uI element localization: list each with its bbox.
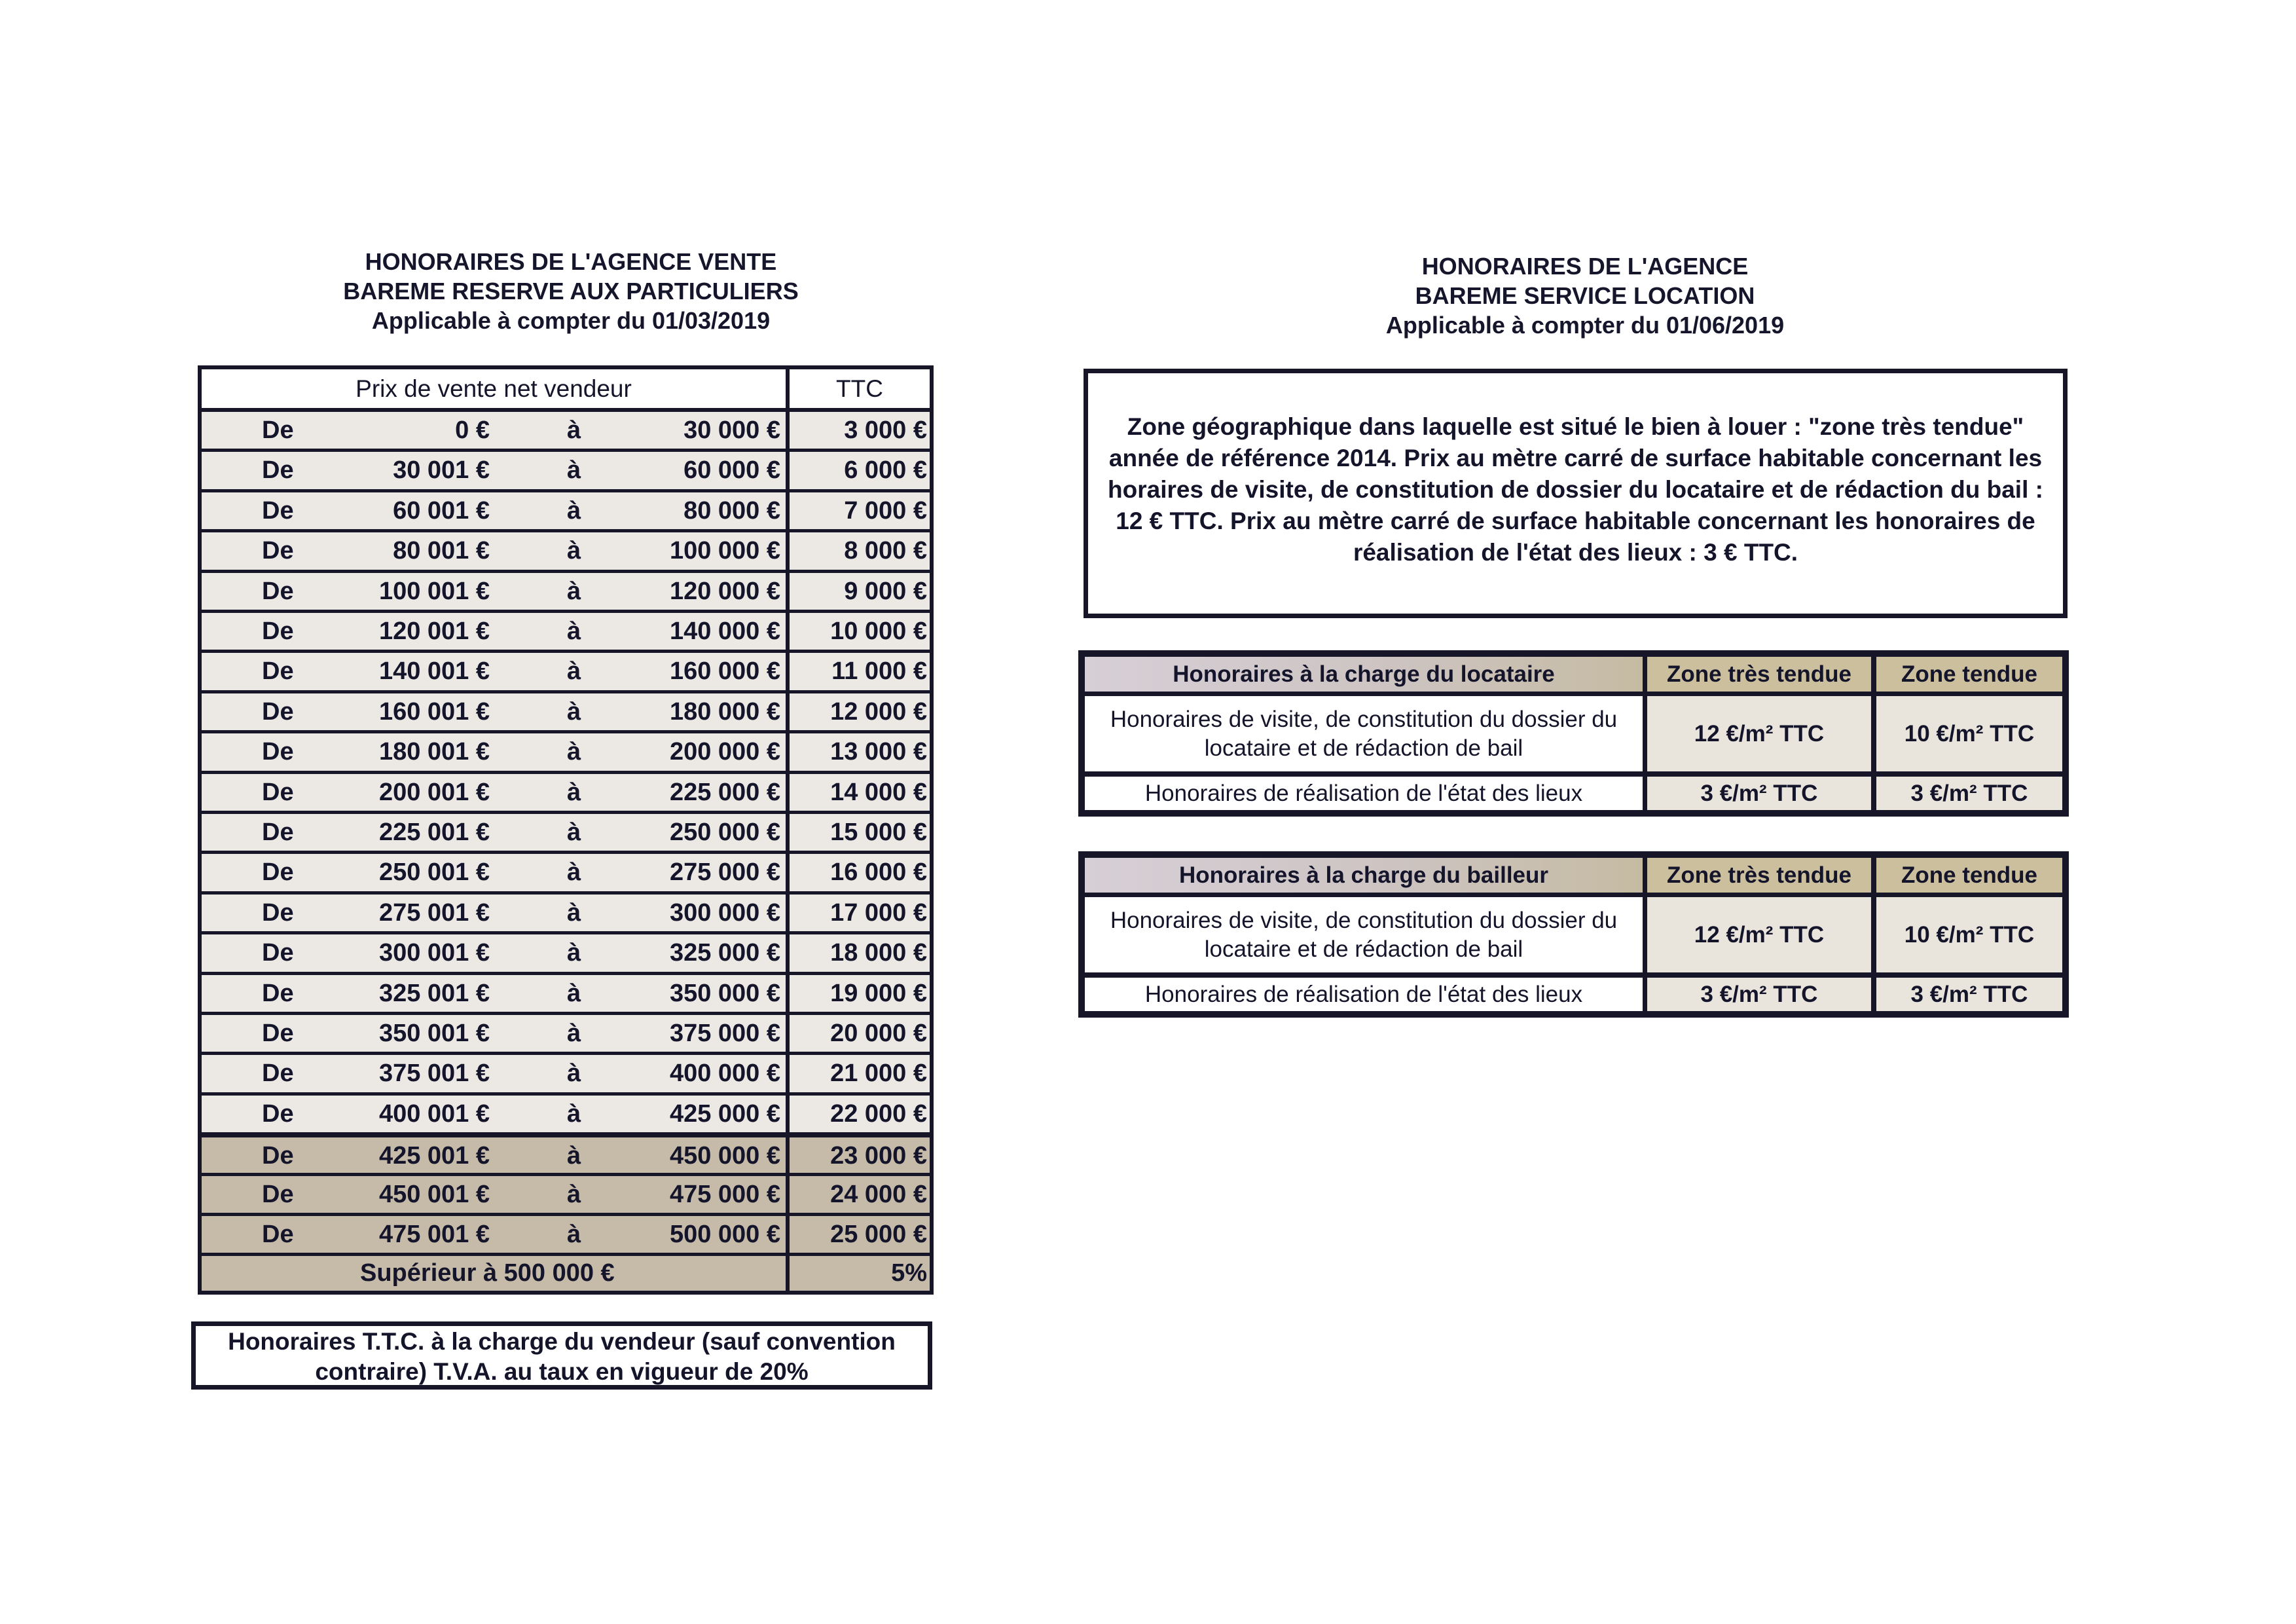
row-ttc-value: 14 000 € (830, 778, 927, 806)
sale-title (244, 247, 898, 335)
zone-line-2: année de référence 2014. Prix au mètre carré de surface habitable concernant les (1108, 445, 2043, 471)
footnote-line-2: contraire) T.V.A. au taux en vigueur de 20% (315, 1358, 809, 1385)
fee-value-very-tight: 3 €/m² TTC (1700, 981, 1818, 1007)
row-from-label: De (262, 1221, 294, 1248)
fee-label-line: locataire et de rédaction de bail (1204, 735, 1523, 761)
above-threshold-label: Supérieur à 500 000 € (360, 1259, 615, 1287)
row-to-label: à (567, 1180, 581, 1208)
above-threshold-ttc: 5% (891, 1259, 927, 1287)
row-to-label: à (567, 1099, 581, 1128)
row-from-value: 225 001 € (378, 819, 490, 846)
footnote-line-1: Honoraires T.T.C. à la charge du vendeur (sauf convention (228, 1328, 896, 1355)
row-from-label: De (262, 577, 294, 605)
row-to-value: 400 000 € (669, 1060, 780, 1088)
table-row (202, 492, 930, 532)
row-from-value: 180 001 € (378, 738, 490, 766)
table-row (202, 412, 930, 452)
row-from-value: 120 001 € (378, 618, 490, 645)
row-ttc-value: 10 000 € (830, 618, 927, 645)
fee-value-cell (1647, 978, 1871, 1011)
row-ttc-value: 3 000 € (844, 416, 927, 444)
row-to-value: 160 000 € (669, 657, 780, 686)
fee-label-line: locataire et de rédaction de bail (1204, 936, 1523, 962)
row-to-value: 60 000 € (683, 456, 780, 485)
fee-value-tight: 3 €/m² TTC (1910, 981, 2028, 1007)
zone-tight-header: Zone tendue (1901, 862, 2038, 888)
rental-title-line-1: HONORAIRES DE L'AGENCE (1421, 253, 1749, 280)
fee-label-cell (1085, 777, 1643, 810)
row-from-label: De (262, 537, 294, 565)
row-ttc-value: 25 000 € (830, 1221, 927, 1248)
row-to-value: 325 000 € (669, 939, 780, 967)
sale-footnote (191, 1321, 932, 1390)
row-to-label: à (567, 819, 581, 846)
fee-value-very-tight: 12 €/m² TTC (1694, 720, 1825, 747)
row-from-label: De (262, 778, 294, 806)
row-from-value: 425 001 € (378, 1142, 490, 1170)
row-from-value: 300 001 € (378, 939, 490, 967)
zone-header-cell (1876, 657, 2062, 692)
table-row (202, 814, 930, 854)
table-row (202, 934, 930, 974)
row-to-label: à (567, 697, 581, 726)
fee-value-tight: 10 €/m² TTC (1904, 921, 2035, 948)
table-row (202, 774, 930, 814)
row-to-label: à (567, 416, 581, 444)
row-from-label: De (262, 858, 294, 887)
row-from-value: 475 001 € (378, 1221, 490, 1248)
row-to-value: 475 000 € (669, 1180, 780, 1208)
row-from-value: 200 001 € (378, 778, 490, 806)
row-to-label: à (567, 657, 581, 686)
row-from-label: De (262, 939, 294, 967)
row-to-value: 80 000 € (683, 496, 780, 525)
fee-value-cell (1876, 978, 2062, 1011)
fee-value-cell (1647, 696, 1871, 771)
row-from-value: 0 € (455, 416, 490, 444)
header-price: Prix de vente net vendeur (355, 375, 632, 402)
zone-header-cell (1647, 858, 1871, 893)
fee-label-cell (1085, 897, 1643, 972)
table-header-cell (1085, 858, 1643, 893)
fee-value-very-tight: 3 €/m² TTC (1700, 780, 1818, 806)
sale-title-line-1: HONORAIRES DE L'AGENCE VENTE (365, 248, 777, 275)
row-to-label: à (567, 778, 581, 806)
zone-description-box (1084, 369, 2068, 618)
row-to-value: 120 000 € (669, 577, 780, 605)
row-from-label: De (262, 1099, 294, 1128)
row-from-label: De (262, 1142, 294, 1170)
row-from-value: 400 001 € (378, 1099, 490, 1128)
row-ttc-value: 7 000 € (844, 496, 927, 525)
row-ttc-value: 23 000 € (830, 1142, 927, 1170)
row-ttc-value: 11 000 € (831, 657, 927, 686)
fee-label (1110, 705, 1617, 763)
row-to-value: 350 000 € (669, 979, 780, 1007)
row-from-label: De (262, 1020, 294, 1047)
table-row (202, 975, 930, 1015)
sale-title-line-2: BAREME RESERVE AUX PARTICULIERS (343, 278, 799, 304)
row-to-value: 300 000 € (669, 898, 780, 927)
table-row (202, 733, 930, 773)
row-to-value: 30 000 € (683, 416, 780, 444)
row-from-label: De (262, 898, 294, 927)
row-from-value: 375 001 € (378, 1060, 490, 1088)
table-row (202, 573, 930, 613)
row-to-value: 250 000 € (669, 819, 780, 846)
tenant-fee-table (1078, 650, 2069, 817)
row-to-label: à (567, 858, 581, 887)
table-row (202, 1055, 930, 1095)
row-to-value: 140 000 € (669, 618, 780, 645)
fee-value-tight: 3 €/m² TTC (1910, 780, 2028, 806)
table-header-label: Honoraires à la charge du locataire (1173, 661, 1555, 687)
rental-title-line-3: Applicable à compter du 01/06/2019 (1385, 312, 1785, 339)
header-ttc: TTC (836, 375, 883, 402)
table-header-cell (1085, 657, 1643, 692)
fee-value-very-tight: 12 €/m² TTC (1694, 921, 1825, 948)
row-from-label: De (262, 1180, 294, 1208)
row-ttc-value: 21 000 € (830, 1060, 927, 1088)
row-from-label: De (262, 738, 294, 766)
fee-value-cell (1876, 777, 2062, 810)
row-from-label: De (262, 1060, 294, 1088)
rental-title (1258, 251, 1912, 340)
row-to-label: à (567, 979, 581, 1007)
table-row (202, 613, 930, 653)
table-row (202, 693, 930, 733)
row-to-label: à (567, 939, 581, 967)
row-from-label: De (262, 819, 294, 846)
row-to-label: à (567, 1142, 581, 1170)
row-from-value: 450 001 € (378, 1180, 490, 1208)
row-from-value: 160 001 € (378, 697, 490, 726)
table-row (202, 854, 930, 894)
row-to-value: 100 000 € (669, 537, 780, 565)
zone-line-1: Zone géographique dans laquelle est situé le bien à louer : "zone très tendue" (1127, 413, 2024, 440)
row-from-label: De (262, 979, 294, 1007)
table-row (202, 1015, 930, 1055)
row-to-value: 200 000 € (669, 738, 780, 766)
fee-label-line: Honoraires de visite, de constitution du dossier du (1110, 907, 1618, 933)
fee-value-cell (1876, 696, 2062, 771)
row-from-value: 100 001 € (378, 577, 490, 605)
column-divider (786, 369, 790, 1291)
rental-title-line-2: BAREME SERVICE LOCATION (1415, 282, 1755, 309)
row-ttc-value: 18 000 € (830, 939, 927, 967)
row-ttc-value: 13 000 € (830, 738, 927, 766)
table-row (202, 1135, 930, 1175)
fee-label-cell (1085, 696, 1643, 771)
row-from-value: 325 001 € (378, 979, 490, 1007)
table-row (202, 452, 930, 492)
row-to-value: 180 000 € (669, 697, 780, 726)
row-to-label: à (567, 898, 581, 927)
row-from-value: 350 001 € (378, 1020, 490, 1047)
fee-label (1110, 906, 1617, 964)
row-to-value: 375 000 € (669, 1020, 780, 1047)
row-to-label: à (567, 1221, 581, 1248)
row-ttc-value: 20 000 € (830, 1020, 927, 1047)
fee-label-line: Honoraires de réalisation de l'état des lieux (1144, 780, 1583, 806)
row-to-value: 500 000 € (669, 1221, 780, 1248)
row-ttc-value: 12 000 € (830, 697, 927, 726)
row-ttc-value: 24 000 € (830, 1180, 927, 1208)
row-from-value: 275 001 € (378, 898, 490, 927)
zone-very-tight-header: Zone très tendue (1667, 661, 1851, 687)
zone-line-5: réalisation de l'état des lieux : 3 € TTC. (1353, 539, 1798, 566)
zone-line-4: 12 € TTC. Prix au mètre carré de surface habitable concernant les honoraires de (1116, 507, 2035, 534)
sale-fee-table (198, 365, 934, 1295)
fee-value-cell (1876, 897, 2062, 972)
row-to-value: 275 000 € (669, 858, 780, 887)
row-from-label: De (262, 618, 294, 645)
row-to-label: à (567, 618, 581, 645)
row-ttc-value: 8 000 € (844, 537, 927, 565)
table-row (202, 1096, 930, 1135)
row-from-value: 60 001 € (393, 496, 490, 525)
fee-label-line: Honoraires de réalisation de l'état des lieux (1144, 981, 1583, 1007)
row-from-label: De (262, 456, 294, 485)
row-to-label: à (567, 1020, 581, 1047)
row-to-value: 225 000 € (669, 778, 780, 806)
zone-tight-header: Zone tendue (1901, 661, 2038, 687)
row-ttc-value: 19 000 € (830, 979, 927, 1007)
zone-header-cell (1647, 657, 1871, 692)
row-from-label: De (262, 657, 294, 686)
landlord-fee-table (1078, 851, 2069, 1018)
row-ttc-value: 17 000 € (830, 898, 927, 927)
row-ttc-value: 9 000 € (844, 577, 927, 605)
fee-label-cell (1085, 978, 1643, 1011)
zone-header-cell (1876, 858, 2062, 893)
fee-value-cell (1647, 897, 1871, 972)
row-to-label: à (567, 537, 581, 565)
row-to-label: à (567, 738, 581, 766)
fee-value-cell (1647, 777, 1871, 810)
row-from-value: 80 001 € (393, 537, 490, 565)
fee-value-tight: 10 €/m² TTC (1904, 720, 2035, 747)
sale-title-line-3: Applicable à compter du 01/03/2019 (371, 307, 771, 334)
table-header-label: Honoraires à la charge du bailleur (1178, 862, 1549, 888)
row-from-label: De (262, 416, 294, 444)
table-row (202, 653, 930, 693)
fee-label (1145, 779, 1582, 808)
table-row (202, 1176, 930, 1216)
table-row-above-threshold (202, 1256, 930, 1291)
row-from-value: 30 001 € (393, 456, 490, 485)
table-row (202, 532, 930, 572)
row-ttc-value: 22 000 € (830, 1099, 927, 1128)
fee-label (1145, 980, 1582, 1009)
row-ttc-value: 16 000 € (830, 858, 927, 887)
row-from-label: De (262, 697, 294, 726)
fee-label-line: Honoraires de visite, de constitution du dossier du (1110, 706, 1618, 732)
zone-very-tight-header: Zone très tendue (1667, 862, 1851, 888)
row-ttc-value: 15 000 € (830, 819, 927, 846)
row-ttc-value: 6 000 € (844, 456, 927, 485)
zone-line-3: horaires de visite, de constitution de dossier du locataire et de rédaction du bail : (1108, 476, 2043, 503)
row-to-value: 425 000 € (669, 1099, 780, 1128)
row-to-label: à (567, 496, 581, 525)
row-to-label: à (567, 456, 581, 485)
table-row (202, 895, 930, 934)
row-from-value: 140 001 € (378, 657, 490, 686)
row-from-value: 250 001 € (378, 858, 490, 887)
row-from-label: De (262, 496, 294, 525)
sale-table-header (202, 369, 930, 412)
row-to-label: à (567, 1060, 581, 1088)
table-row (202, 1216, 930, 1256)
row-to-label: à (567, 577, 581, 605)
row-to-value: 450 000 € (669, 1142, 780, 1170)
